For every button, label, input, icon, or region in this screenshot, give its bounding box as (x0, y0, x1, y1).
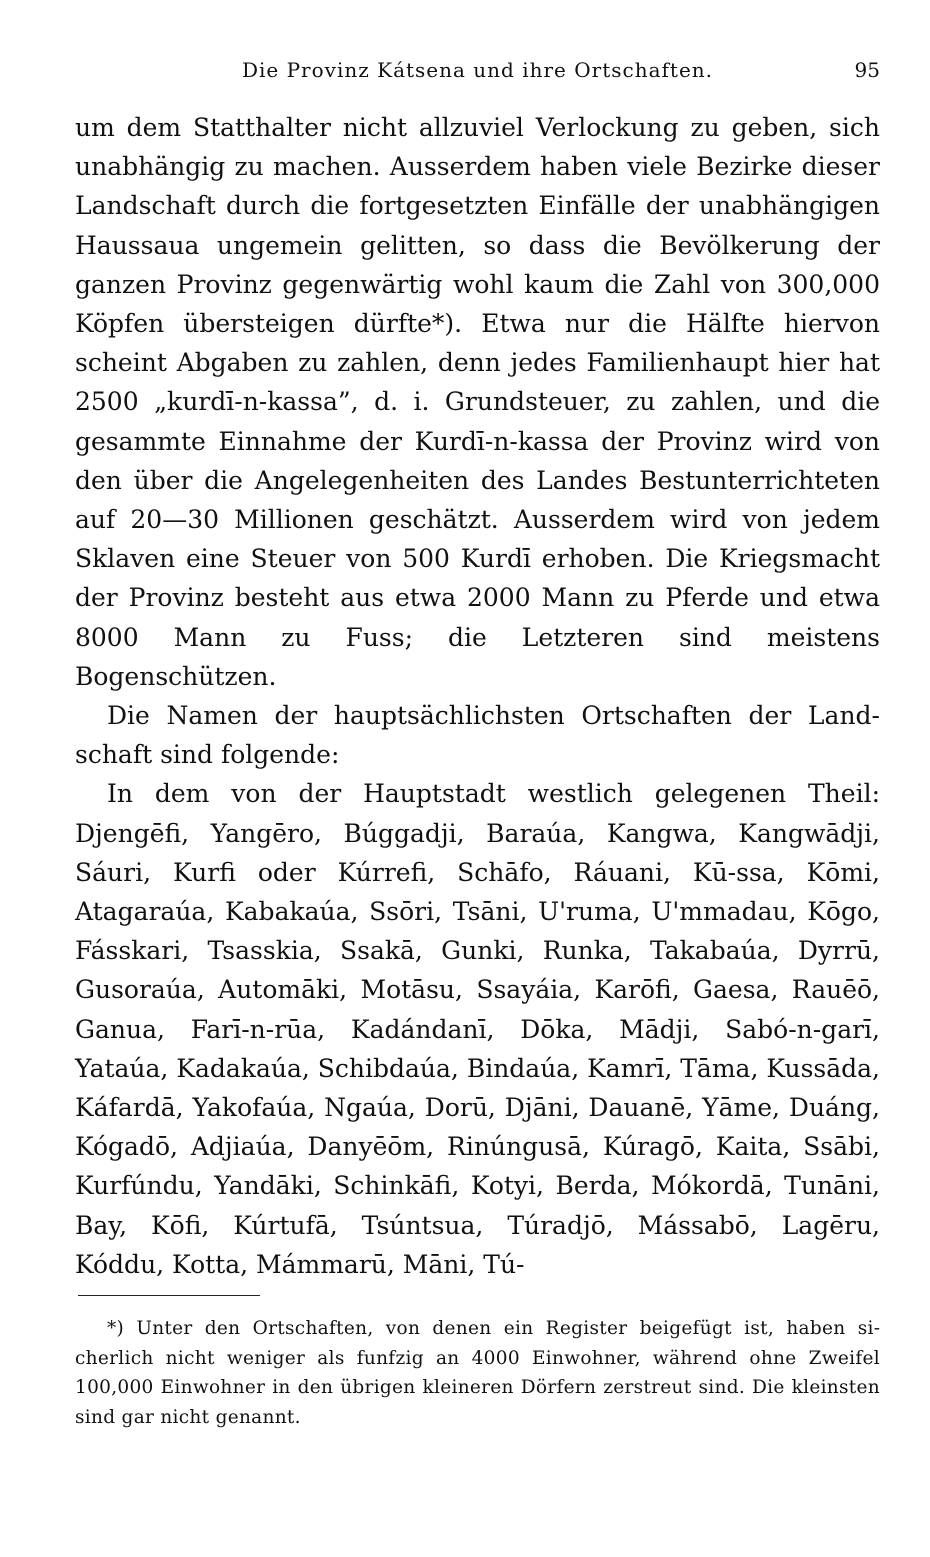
paragraph-place-names: In dem von der Hauptstadt westlich gelegenen Theil: Djengēfi, Yangēro, Búggadji, Baraúa, Kangwa, Kangwādji, Sáuri, Kurfi oder Kúrrefi, Schāfo, Ráuani, Kū-ssa, Kōmi, Atagaraúa, Kabakaúa, Ssōri, Tsāni, U'ruma, U'mmadau, Kōgo, Fásskari, Tsasskia, Ssakā, Gunki, Runka, Takabaúa, Dyrrū, Gusoraúa, Automāki, Motāsu, Ssayáia, Karōfi, Gaesa, Rauēō, Ganua, Farī-n-rūa, Kadándanī, Dōka, Mādji, Sabó-n-garī, Yataúa, Kadakaúa, Schibdaúa, Bindaúa, Kamrī, Tāma, Kussāda, Káfardā, Yakofaúa, Ngaúa, Dorū, Djāni, Dauanē, Yāme, Duáng, Kógadō, Adjiaúa, Danyēōm, Rinúngusā, Kúragō, Kaita, Ssābi, Kurfúndu, Yandāki, Schinkāfi, Kotyi, Berda, Mókordā, Tunāni, Bay, Kōfi, Kúrtufā, Tsúntsua, Túradjō, Mássabō, Lagēru, Kóddu, Kotta, Mámmarū, Māni, Tú- (75, 779, 880, 1279)
paragraph-continuation: um dem Statthalter nicht allzuviel Verlockung zu geben, sich unabhängig zu machen. Ausserdem haben viele Bezirke dieser Landschaft durch die fortgesetzten Einfälle der unabhängigen Haussaua ungemein gelitten, so dass die Bevölkerung der ganzen Provinz gegenwärtig wohl kaum die Zahl von 300,000 Köpfen übersteigen dürfte*). Etwa nur die Hälfte hiervon scheint Abgaben zu zahlen, denn jedes Familienhaupt hier hat 2500 „kurdī-n-kassa”, d. i. Grundsteuer, zu zahlen, und die gesammte Einnahme der Kurdī-n-kassa der Provinz wird von den über die Angelegenheiten des Landes Bestunterrichteten auf 20—30 Millionen geschätzt. Ausserdem wird von jedem Sklaven eine Steuer von 500 Kurdī erhoben. Die Kriegsmacht der Provinz besteht aus etwa 2000 Mann zu Pferde und etwa 8000 Mann zu Fuss; die Letzteren sind meistens Bogenschützen. (75, 113, 880, 691)
footnote (75, 1314, 880, 1432)
footnote-text: *) Unter den Ortschaften, von denen ein Register beigefügt ist, haben sicherlich nicht weniger als funfzig an 4000 Einwohner, während ohne Zweifel 100,000 Einwohner in den übrigen kleineren Dörfern zerstreut sind. Die kleinsten sind gar nicht genannt. (75, 1318, 880, 1428)
main-text (75, 108, 880, 1284)
running-title: Die Provinz Kátsena und ihre Ortschaften. (241, 58, 714, 82)
paragraph-intro: Die Namen der hauptsächlichsten Ortschaften der Landschaft sind folgende: (75, 701, 880, 770)
page-number: 95 (854, 58, 880, 82)
footnote-divider (78, 1295, 260, 1296)
running-head (75, 58, 880, 88)
